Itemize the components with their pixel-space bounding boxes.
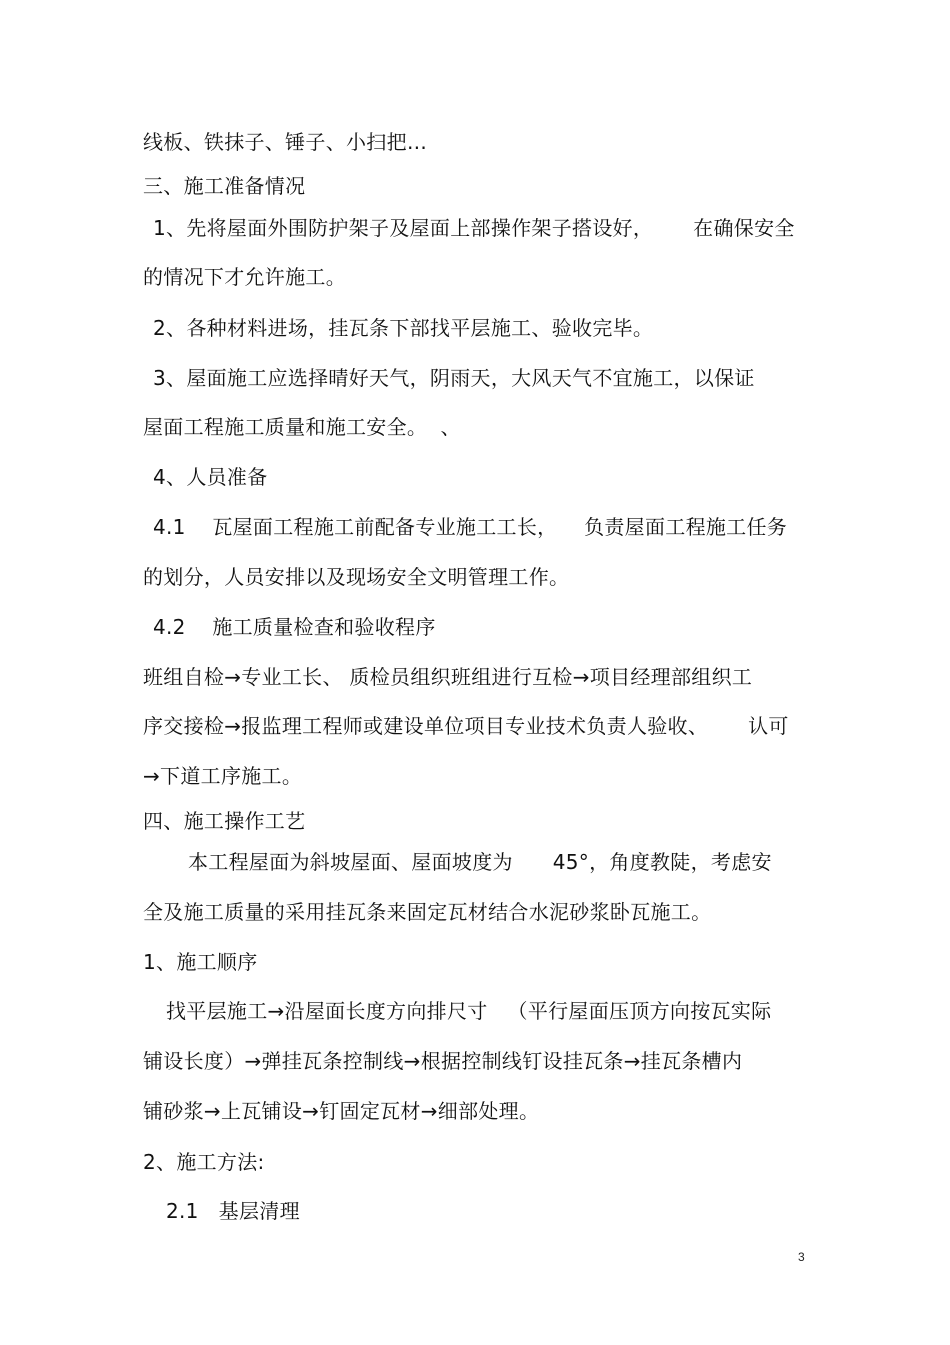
text-line-prep-4: 4、人员准备 bbox=[153, 465, 268, 489]
section-heading-preparation: 三、施工准备情况 bbox=[143, 174, 306, 198]
subheading-method: 2、施工方法: bbox=[143, 1150, 265, 1174]
page-number: 3 bbox=[798, 1250, 805, 1264]
text-line-sequence-b: 铺设长度）→弹挂瓦条控制线→根据控制线钉设挂瓦条→挂瓦条槽内 bbox=[143, 1049, 743, 1073]
section-heading-process: 四、施工操作工艺 bbox=[143, 809, 306, 833]
text-line-prep-4-1a: 4.1 瓦屋面工程施工前配备专业施工工长， 负责屋面工程施工任务 bbox=[153, 515, 788, 539]
text-line-materials: 线板、铁抹子、锤子、小扫把… bbox=[143, 130, 428, 154]
text-line-process-a: 本工程屋面为斜坡屋面、屋面坡度为 45°，角度教陡，考虑安 bbox=[188, 850, 772, 874]
text-line-prep-1b: 的情况下才允许施工。 bbox=[143, 265, 346, 289]
text-line-prep-4-2: 4.2 施工质量检查和验收程序 bbox=[153, 615, 436, 639]
subheading-sequence: 1、施工顺序 bbox=[143, 950, 258, 974]
text-line-process-b: 全及施工质量的采用挂瓦条来固定瓦材结合水泥砂浆卧瓦施工。 bbox=[143, 900, 712, 924]
text-line-prep-1a: 1、先将屋面外围防护架子及屋面上部操作架子搭设好， 在确保安全 bbox=[153, 216, 795, 240]
text-line-sequence-c: 铺砂浆→上瓦铺设→钉固定瓦材→细部处理。 bbox=[143, 1099, 540, 1123]
text-line-prep-4-1b: 的划分，人员安排以及现场安全文明管理工作。 bbox=[143, 565, 570, 589]
text-line-sequence-a: 找平层施工→沿屋面长度方向排尺寸 （平行屋面压顶方向按瓦实际 bbox=[166, 999, 772, 1023]
text-line-prep-3b: 屋面工程施工质量和施工安全。 、 bbox=[143, 415, 461, 439]
text-line-inspection-a: 班组自检→专业工长、 质检员组织班组进行互检→项目经理部组织工 bbox=[143, 665, 753, 689]
text-line-inspection-c: →下道工序施工。 bbox=[143, 764, 303, 788]
text-line-inspection-b: 序交接检→报监理工程师或建设单位项目专业技术负责人验收、 认可 bbox=[143, 714, 789, 738]
text-line-prep-2: 2、各种材料进场，挂瓦条下部找平层施工、验收完毕。 bbox=[153, 316, 654, 340]
text-line-prep-3a: 3、屋面施工应选择晴好天气，阴雨天，大风天气不宜施工，以保证 bbox=[153, 366, 755, 390]
subheading-base-cleaning: 2.1 基层清理 bbox=[166, 1199, 300, 1223]
